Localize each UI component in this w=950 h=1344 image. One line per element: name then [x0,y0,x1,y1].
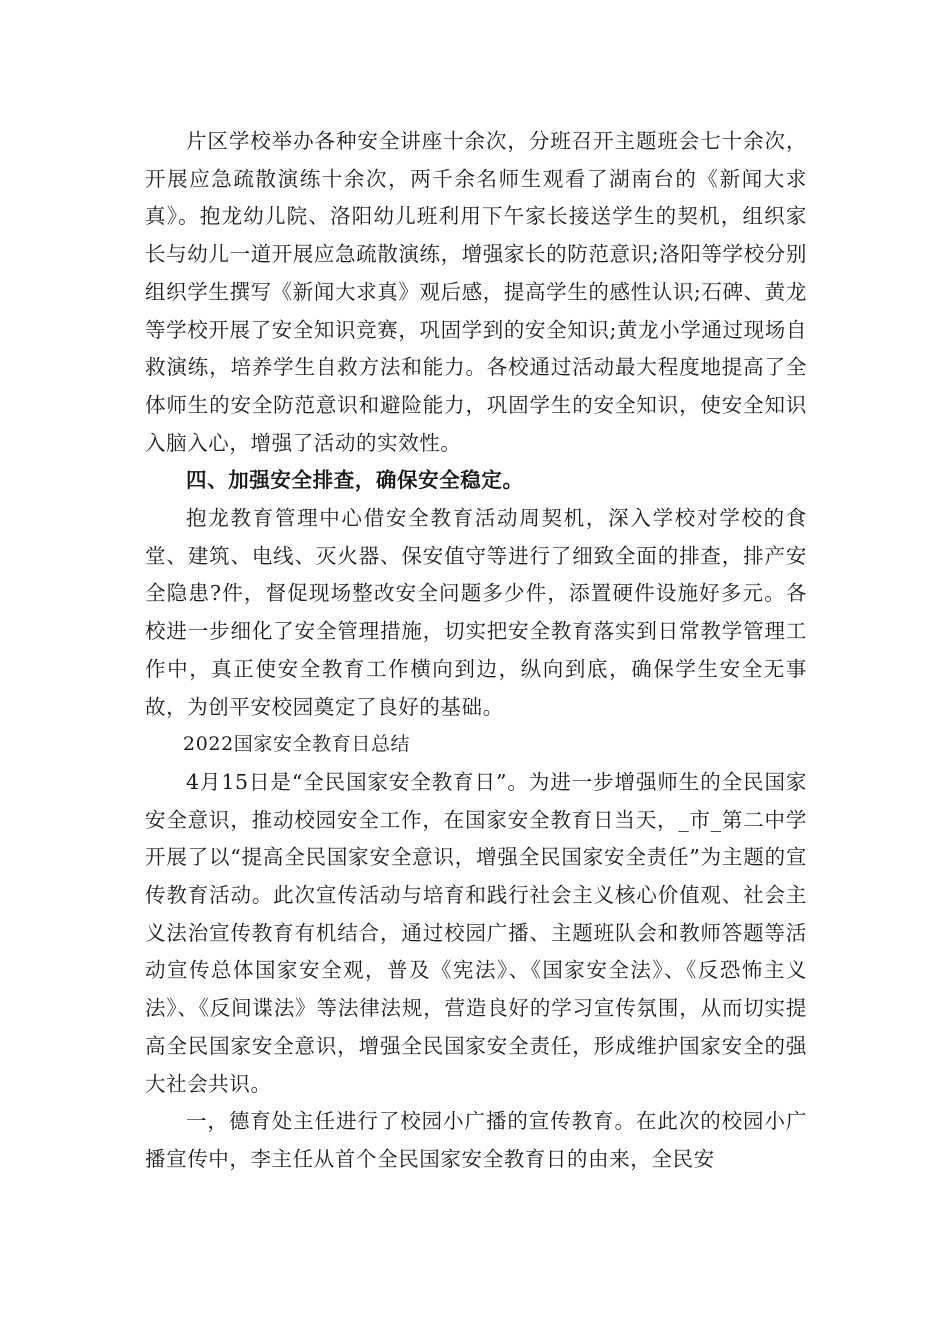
document-title-2022: 2022国家安全教育日总结 [183,733,411,756]
paragraph-safety-activities: 片区学校举办各种安全讲座十余次，分班召开主题班会七十余次，开展应急疏散演练十余次，两千余名师生观看了湖南台的《新闻大求真》。抱龙幼儿院、洛阳幼儿班利用下午家长接送学生的契机，组织家长与幼儿一道开展应急疏散演练，增强家长的防范意识;洛阳等学校分别组织学生撰写《新闻大求真》观后感，提高学生的感性认识;石碑、黄龙等学校开展了安全知识竞赛，巩固学到的安全知识;黄龙小学通过现场自救演练，培养学生自救方法和能力。各校通过活动最大程度地提高了全体师生的安全防范意识和避险能力，巩固学生的安全知识，使安全知识入脑入心，增强了活动的实效性。 [145,129,807,455]
document-body [145,123,807,1179]
section-heading-four: 四、加强安全排查，确保安全稳定。 [186,468,524,493]
paragraph-education-day: 4月15日是“全民国家安全教育日”。为进一步增强师生的全民国家安全意识，推动校园安全工作，在国家安全教育日当天，_市_第二中学开展了以“提高全民国家安全意识，增强全民国家安全责任”为主题的宣传教育活动。此次宣传活动与培育和践行社会主义核心价值观、社会主义法治宣传教育有机结合，通过校园广播、主题班队会和教师答题等活动宣传总体国家安全观，普及《宪法》、《国家安全法》、《反恐怖主义法》、《反间谍法》等法律法规，营造良好的学习宣传氛围，从而切实提高全民国家安全意识，增强全民国家安全责任，形成维护国家安全的强大社会共识。 [145,769,807,1096]
paragraph-safety-inspection: 抱龙教育管理中心借安全教育活动周契机，深入学校对学校的食堂、建筑、电线、灭火器、保安值守等进行了细致全面的排查，排产安全隐患?件，督促现场整改安全问题多少件，添置硬件设施好多元。各校进一步细化了安全管理措施，切实把安全教育落实到日常教学管理工作中，真正使安全教育工作横向到边，纵向到底，确保学生安全无事故，为创平安校园奠定了良好的基础。 [145,506,807,719]
paragraph-campus-broadcast: 一，德育处主任进行了校园小广播的宣传教育。在此次的校园小广播宣传中，李主任从首个全民国家安全教育日的由来，全民安 [145,1109,807,1171]
